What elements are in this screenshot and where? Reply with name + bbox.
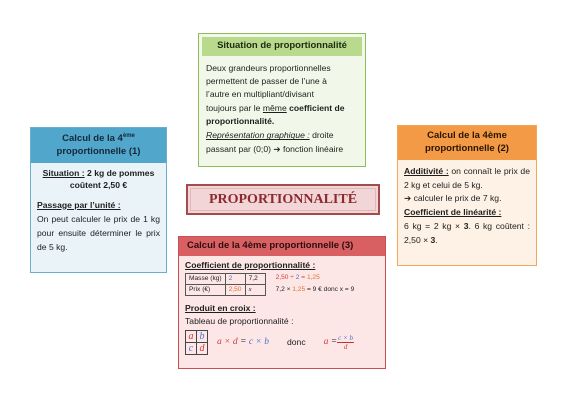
frac-num: c × b <box>338 334 354 343</box>
card-proportionnelle-2 <box>397 125 537 266</box>
table-cell: a <box>186 331 197 343</box>
table-cell: Masse (kg) <box>186 274 226 285</box>
card1-situation <box>37 167 160 192</box>
card3-croix-label-text: Produit en croix : <box>185 303 256 314</box>
card-proportionnelle-3 <box>178 236 386 369</box>
card3-tableau-text: Tableau de proportionnalité : <box>185 315 294 326</box>
meme-word: même <box>262 102 287 113</box>
card-proportionnelle-1 <box>30 127 167 273</box>
eq2 <box>324 336 338 350</box>
table-cell: 7,2 <box>245 274 265 285</box>
table-row <box>186 331 208 343</box>
situation-line-4 <box>206 102 358 129</box>
calc2-b: 1,25 <box>292 286 306 294</box>
representation-label: Représentation graphique : <box>206 130 310 141</box>
situation-heading: Situation de proportionnalité <box>202 37 362 56</box>
card3-heading: Calcul de la 4ème proportionnelle (3) <box>179 237 385 256</box>
table-row <box>186 274 266 285</box>
calc-line-2 <box>276 284 355 296</box>
eq2-b: = <box>328 336 338 347</box>
card2-additivite <box>404 165 530 193</box>
card1-heading-sup: ème <box>122 133 135 139</box>
card2-linearite-text-2: . 6 kg coûtent : 2,50 × <box>404 221 530 246</box>
situation-body <box>199 59 365 159</box>
card1-passage-label-text: Passage par l’unité : <box>37 199 121 210</box>
card3-calculations <box>276 272 355 296</box>
proportion-table <box>185 273 266 296</box>
card2-arrow-text: calculer le prix de 7 kg. <box>411 193 502 204</box>
situation-line-1: Deux grandeurs proportionnelles <box>206 62 331 73</box>
card2-linearite-label-text: Coefficient de linéarité : <box>404 207 502 218</box>
calc2-c: = 9 € donc x = 9 <box>305 286 355 294</box>
card1-heading-pre: Calcul de la 4 <box>62 133 123 145</box>
card2-heading: Calcul de la 4ème proportionnelle (2) <box>398 126 536 160</box>
coef-text: coefficient de proportionnalité. <box>206 102 345 127</box>
arrow-icon: ➔ <box>273 143 281 154</box>
calc1-e: 1,25 <box>306 274 320 282</box>
card1-situation-price: coûtent 2,50 € <box>69 180 128 191</box>
calc1-c: 2 <box>295 274 300 282</box>
card3-croix-label <box>185 302 379 314</box>
eq2-a: a <box>323 336 329 347</box>
arrow-icon: ➔ <box>404 193 412 204</box>
situation-line-3: l’autre en multipliant/divisant <box>206 89 314 100</box>
representation-line <box>206 129 358 142</box>
table-cell: c <box>186 343 197 355</box>
card3-coef-label-text: Coefficient de proportionnalité : <box>185 259 316 270</box>
card1-heading-post: proportionnelle (1) <box>56 145 141 157</box>
card3-coef-row <box>185 271 379 296</box>
eq1-c: c × b <box>248 336 269 347</box>
table-cell: 2,50 <box>225 285 245 296</box>
table-cell: x <box>245 285 265 296</box>
eq1-b: = <box>237 336 249 347</box>
card2-linearite-text <box>404 220 530 248</box>
card2-linearite-text-1: 6 kg = 2 kg × <box>404 221 464 232</box>
calc1-d: = <box>299 274 307 282</box>
calc-line-1 <box>276 272 355 284</box>
representation-text-1: droite <box>309 130 334 141</box>
card3-cross-row <box>185 330 379 355</box>
situation-card <box>198 33 366 167</box>
table-cell: 2 <box>225 274 245 285</box>
calc2-a: 7,2 × <box>275 286 293 294</box>
situation-line-4-text: toujours par le <box>206 102 261 113</box>
table-row <box>186 285 266 296</box>
fraction <box>337 334 354 351</box>
card3-coef-label <box>185 259 379 271</box>
card2-linearite-end: . <box>435 235 438 246</box>
situation-line-2: permettent de passer de l’une à <box>206 76 327 87</box>
card1-situation-text: 2 kg de pommes <box>84 167 155 178</box>
table-cell: d <box>197 343 208 355</box>
card2-linearite-bold-2: 3 <box>430 235 436 246</box>
card1-situation-label: Situation : <box>42 167 85 178</box>
table-cell: Prix (€) <box>186 285 226 296</box>
card2-linearite-label <box>404 206 530 220</box>
page-title: PROPORTIONNALITÉ <box>186 184 380 215</box>
card1-heading <box>31 128 166 163</box>
eq1-a: a × d <box>217 336 238 347</box>
card2-linearite-bold-1: 3 <box>463 221 469 232</box>
calc1-a: 2,50 <box>275 274 289 282</box>
representation-text-3: fonction linéaire <box>280 143 344 154</box>
eq1 <box>217 336 269 350</box>
frac-den: d <box>343 343 348 352</box>
calc1-b: ÷ <box>288 274 296 282</box>
card2-arrow-line <box>404 192 530 206</box>
table-cell: b <box>197 331 208 343</box>
cross-table <box>185 330 208 355</box>
card2-additivite-label: Additivité : <box>404 165 449 176</box>
card2-additivite-text: on connaît le prix de 2 kg et celui de 5 kg. <box>404 165 530 190</box>
representation-text-2: passant par (0;0) <box>206 143 271 154</box>
card1-body <box>31 163 166 259</box>
card2-body <box>398 160 536 254</box>
card1-passage-label <box>37 199 160 211</box>
card3-body <box>179 256 385 358</box>
table-row <box>186 343 208 355</box>
card1-passage-text: On peut calculer le prix de 1 kg pour ensuite déterminer le prix de 5 kg. <box>37 214 160 252</box>
donc-text: donc <box>286 337 306 348</box>
representation-line-2 <box>206 143 358 156</box>
